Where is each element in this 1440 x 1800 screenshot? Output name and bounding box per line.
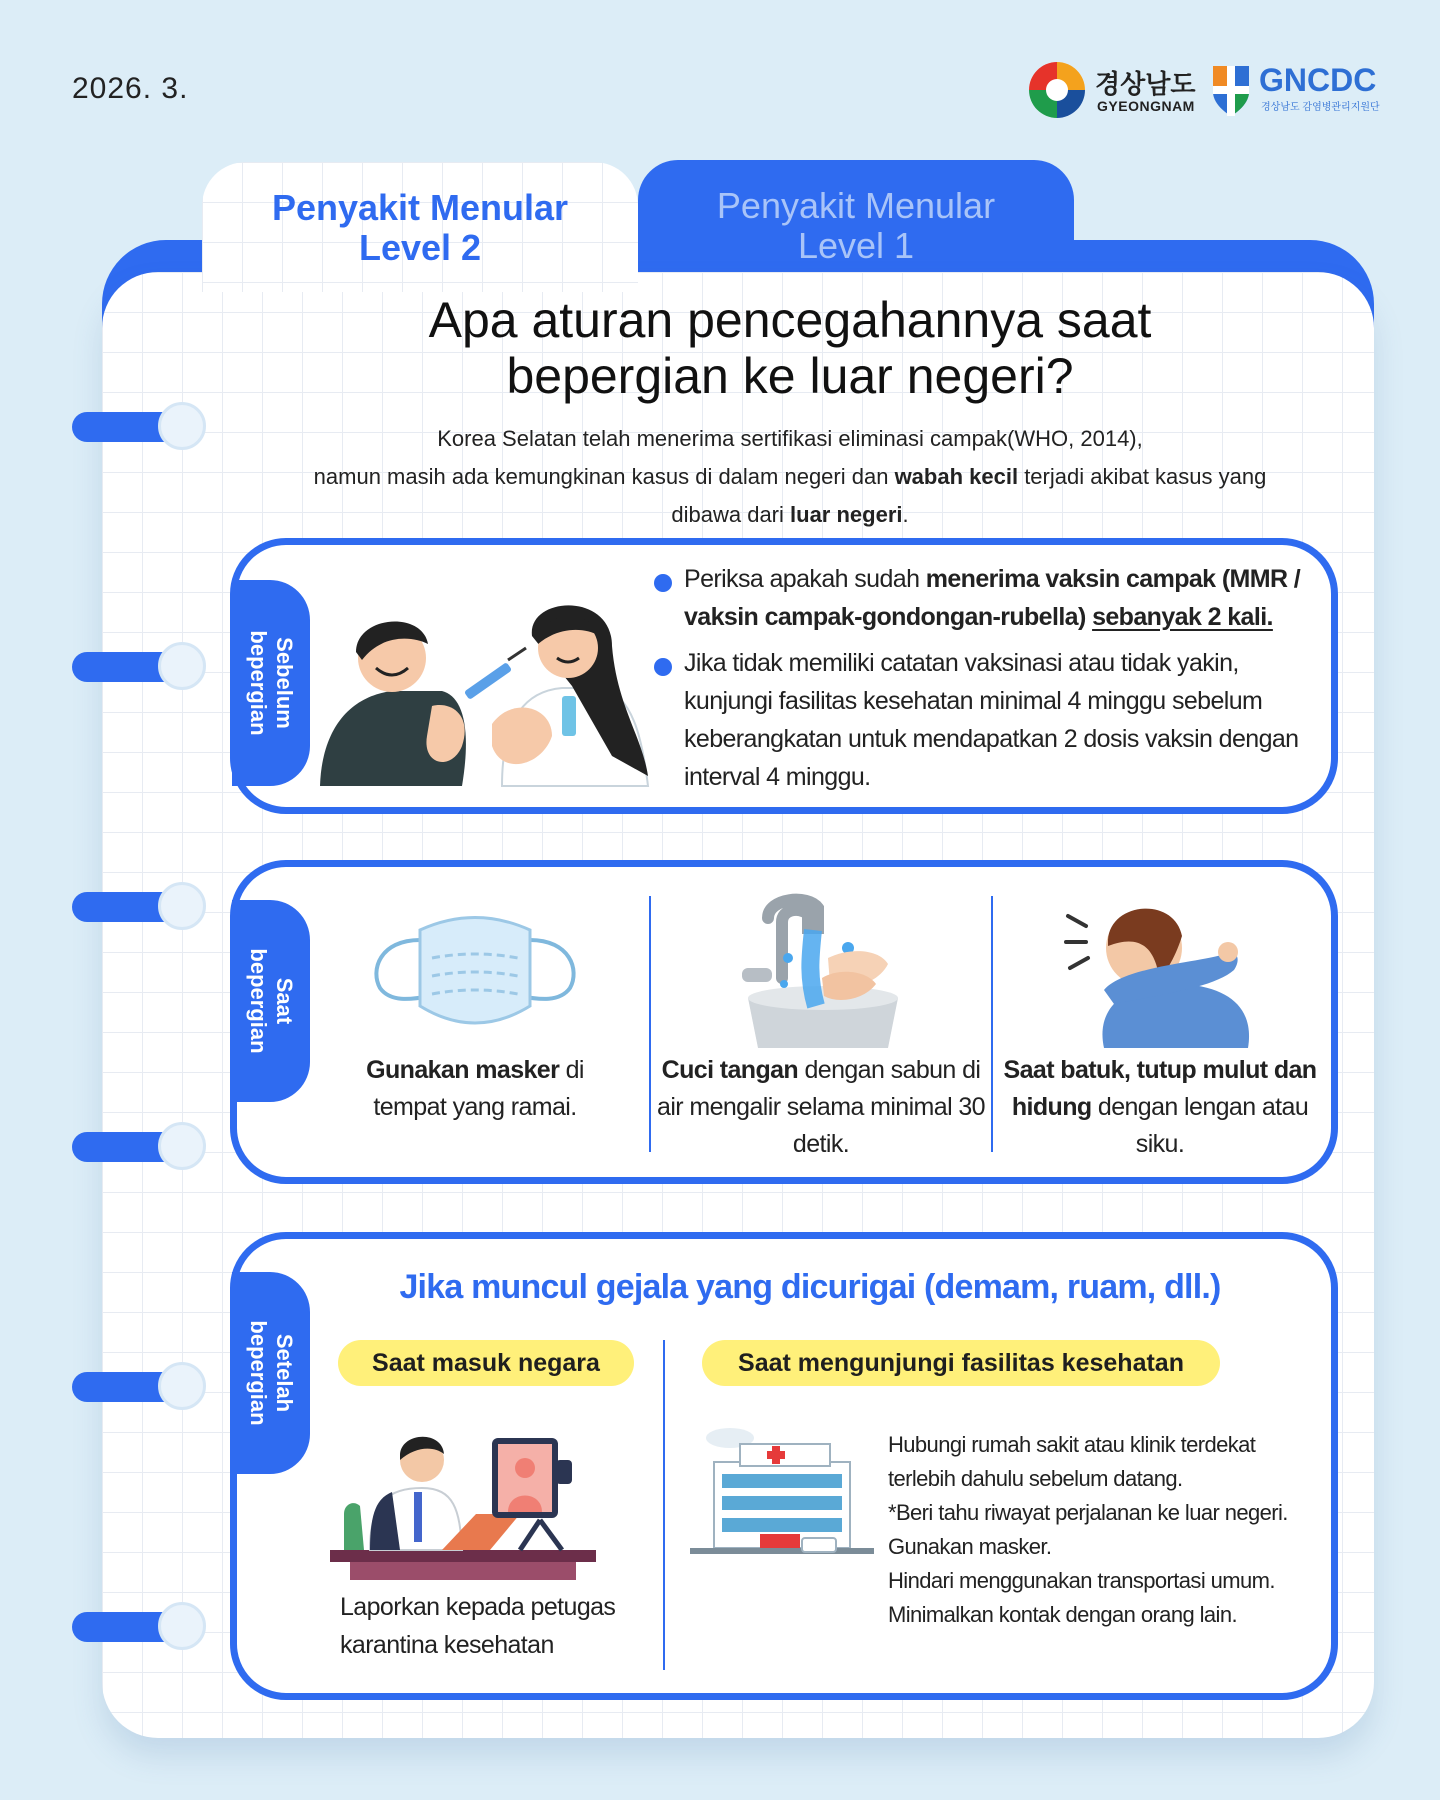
tab-level-2-line1: Penyakit Menular — [271, 187, 569, 228]
list-item — [654, 644, 1314, 796]
handwash-text-rest: dengan sabun di air mengalir selama minimal 30 detik. — [657, 1056, 985, 1158]
mask-text-rest: di tempat yang ramai. — [373, 1056, 584, 1121]
hospital-icon — [690, 1422, 874, 1564]
mask-text — [340, 1052, 610, 1126]
before-side-label-2: bepergian — [246, 630, 271, 736]
cough-icon — [1064, 892, 1256, 1048]
list-item: Hubungi rumah sakit atau klinik terdekat terlebih dahulu sebelum datang. — [888, 1432, 1256, 1491]
intro-line3c: . — [902, 502, 909, 527]
list-item: Hindari menggunakan transportasi umum. — [888, 1568, 1275, 1593]
intro-line2a: namun masih ada kemungkinan kasus di dalam negeri dan — [313, 464, 895, 489]
handwash-icon — [738, 888, 904, 1054]
tab-level-1-line1: Penyakit Menular — [716, 185, 996, 226]
handwash-text-bold: Cuci tangan — [661, 1056, 799, 1084]
before-item1-vaccine: menerima vaksin campak (MMR / vaksin campak-gondongan-rubella) — [684, 565, 1301, 631]
intro-text — [260, 420, 1320, 534]
vaccination-illustration — [312, 596, 652, 788]
list-item: Gunakan masker. — [888, 1534, 1052, 1559]
list-item — [654, 560, 1314, 636]
before-item2: Jika tidak memiliki catatan vaksinasi atau tidak yakin, kunjungi fasilitas kesehatan minimal 4 minggu sebelum keberangkatan untuk mendapatkan 2 dosis vaksin dengan interval 4 minggu. — [684, 649, 1299, 791]
intro-line3a: dibawa dari — [671, 502, 791, 527]
facility-list — [888, 1428, 1328, 1632]
tab-level-2-line2: Level 2 — [358, 227, 482, 268]
tab-level-1-line2: Level 1 — [797, 225, 915, 266]
issue-date: 2026. 3. — [72, 72, 189, 105]
intro-line2 — [260, 458, 1320, 496]
page-title — [200, 292, 1380, 404]
during-travel-side-tab — [232, 900, 310, 1102]
before-travel-list — [654, 560, 1314, 804]
before-item1-two-times: sebanyak 2 kali. — [1092, 603, 1273, 631]
cough-text-bold: Saat batuk, tutup mulut dan hidung — [1003, 1056, 1317, 1121]
facility-label-pill: Saat mengunjungi fasilitas kesehatan — [702, 1340, 1220, 1386]
column-divider — [991, 896, 993, 1152]
bullet-dot-icon — [654, 574, 672, 592]
during-side-label-1: Saat — [272, 977, 297, 1025]
after-travel-side-tab — [232, 1272, 310, 1474]
report-quarantine-text: Laporkan kepada petugas karantina kesehatan — [340, 1593, 616, 1659]
list-item: Minimalkan kontak dengan orang lain. — [888, 1602, 1237, 1627]
before-travel-side-tab — [232, 580, 310, 786]
list-item: *Beri tahu riwayat perjalanan ke luar negeri. — [888, 1500, 1288, 1525]
intro-highlight-abroad: luar negeri — [790, 502, 903, 527]
intro-line2c: terjadi akibat kasus yang — [1018, 464, 1267, 489]
page-title-line2: bepergian ke luar negeri? — [506, 348, 1074, 404]
cough-text — [1000, 1052, 1320, 1163]
symptom-title: Jika muncul gejala yang dicurigai (demam, ruam, dll.) — [399, 1268, 1221, 1306]
column-divider — [663, 1340, 665, 1670]
entry-label-pill: Saat masuk negara — [338, 1340, 634, 1386]
during-side-label-2: bepergian — [246, 948, 271, 1054]
quarantine-officer-icon — [330, 1430, 600, 1580]
mask-icon — [370, 910, 580, 1040]
intro-line3 — [260, 496, 1320, 534]
gyeongnam-logo-name: 경상남도 — [1095, 69, 1196, 99]
intro-highlight-outbreak: wabah kecil — [894, 464, 1019, 489]
before-side-label-1: Sebelum — [272, 637, 297, 729]
mask-text-bold: Gunakan masker — [366, 1056, 560, 1084]
gncdc-logo-sub: 경상남도 감염병관리지원단 — [1261, 102, 1380, 113]
before-item1-a: Periksa apakah sudah — [684, 565, 926, 593]
gyeongnam-logo-sub: GYEONGNAM — [1097, 98, 1195, 114]
column-divider — [649, 896, 651, 1152]
intro-line1: Korea Selatan telah menerima sertifikasi eliminasi campak(WHO, 2014), — [437, 426, 1143, 451]
after-side-label-2: bepergian — [246, 1320, 271, 1426]
gncdc-logo-name: GNCDC — [1259, 62, 1377, 98]
handwash-text — [656, 1052, 986, 1163]
after-side-label-1: Setelah — [272, 1333, 297, 1413]
cough-text-rest: dengan lengan atau siku. — [1091, 1093, 1309, 1158]
bullet-dot-icon — [654, 658, 672, 676]
page-title-line1: Apa aturan pencegahannya saat — [428, 292, 1152, 348]
